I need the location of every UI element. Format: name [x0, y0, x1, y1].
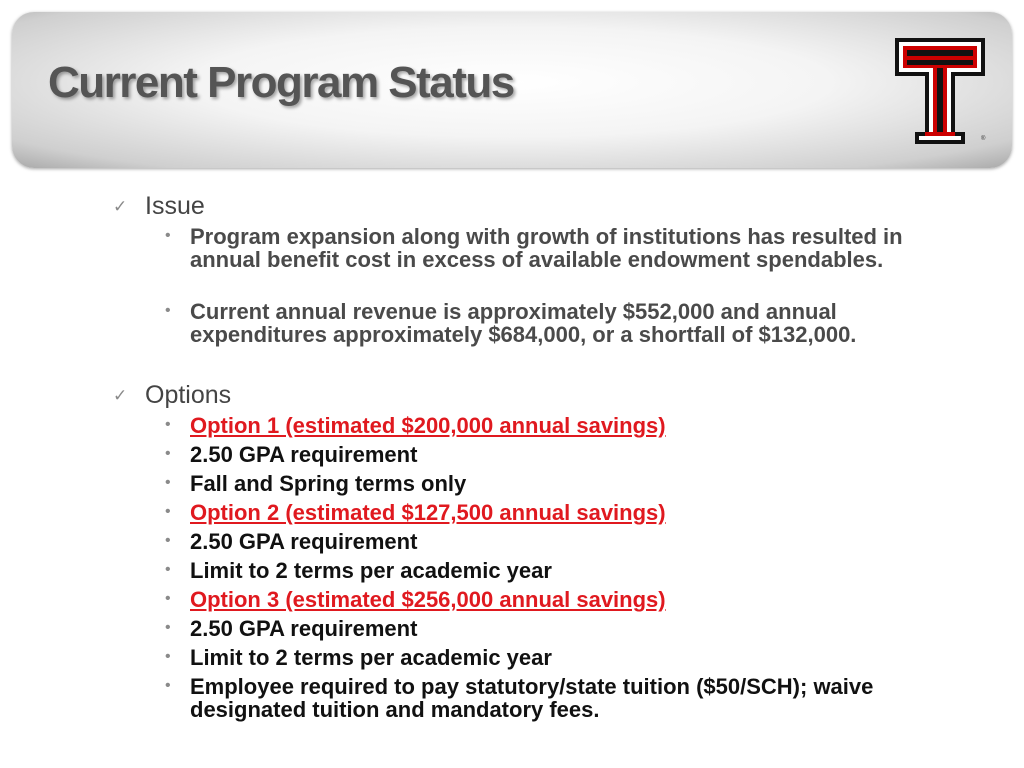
bullet-icon: •	[165, 416, 171, 433]
bullet-icon: •	[165, 590, 171, 607]
issue-item-1: Program expansion along with growth of institutions has resulted in annual benefit cost in excess of available endowment spendables.	[190, 224, 903, 272]
option-1-heading[interactable]: Option 1 (estimated $200,000 annual savings)	[190, 413, 666, 438]
bullet-icon: •	[165, 227, 171, 244]
option-3-gpa: 2.50 GPA requirement	[190, 616, 418, 641]
option-3-terms: Limit to 2 terms per academic year	[190, 645, 552, 670]
bullet-icon: •	[165, 302, 171, 319]
page-title: Current Program Status	[48, 58, 514, 107]
option-2-heading[interactable]: Option 2 (estimated $127,500 annual savings)	[190, 500, 666, 525]
bullet-icon: •	[165, 503, 171, 520]
svg-text:®: ®	[981, 136, 986, 142]
issue-item-2: Current annual revenue is approximately $552,000 and annual expenditures approximately $684,000, or a shortfall of $132,000.	[190, 299, 857, 347]
section-heading-issue: Issue	[145, 192, 205, 220]
option-3-heading[interactable]: Option 3 (estimated $256,000 annual savings)	[190, 587, 666, 612]
bullet-icon: •	[165, 445, 171, 462]
bullet-icon: •	[165, 561, 171, 578]
option-3-tuition: Employee required to pay statutory/state tuition ($50/SCH); waive designated tuition and mandatory fees.	[190, 674, 874, 722]
option-1-terms: Fall and Spring terms only	[190, 471, 467, 496]
check-icon: ✓	[113, 197, 128, 216]
bullet-icon: •	[165, 532, 171, 549]
check-icon: ✓	[113, 386, 128, 405]
option-1-gpa: 2.50 GPA requirement	[190, 442, 418, 467]
bullet-icon: •	[165, 677, 171, 694]
bullet-icon: •	[165, 648, 171, 665]
option-2-gpa: 2.50 GPA requirement	[190, 529, 418, 554]
bullet-icon: •	[165, 474, 171, 491]
section-heading-options: Options	[145, 381, 232, 409]
bullet-icon: •	[165, 619, 171, 636]
option-2-terms: Limit to 2 terms per academic year	[190, 558, 552, 583]
